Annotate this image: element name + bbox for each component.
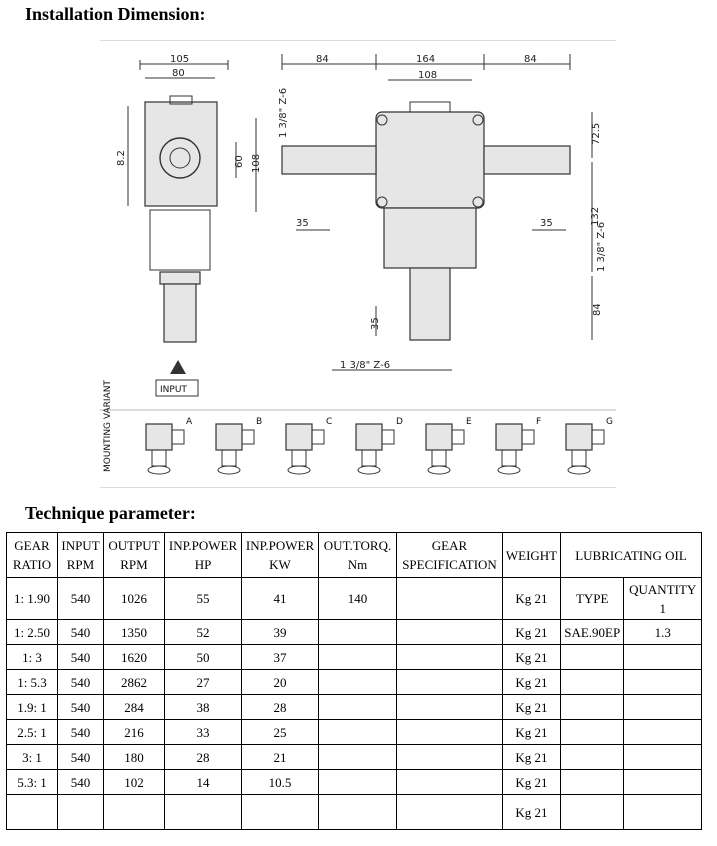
dim-84-bottom: 84 <box>592 303 603 316</box>
dim-84-left: 84 <box>316 54 329 65</box>
cell: 540 <box>58 670 104 695</box>
cell: 38 <box>165 695 242 720</box>
cell: 540 <box>58 620 104 645</box>
header-gear-spec: GEAR SPECIFICATION <box>397 533 503 578</box>
cell <box>624 745 702 770</box>
table-row <box>7 695 702 720</box>
cell: 180 <box>104 745 165 770</box>
dim-108-top: 108 <box>418 70 438 81</box>
cell: 1620 <box>104 645 165 670</box>
mounting-variant-e <box>426 417 472 474</box>
cell <box>624 695 702 720</box>
cell: 37 <box>242 645 319 670</box>
cell: 28 <box>165 745 242 770</box>
cell: 2862 <box>104 670 165 695</box>
cell: Kg 21 <box>503 670 561 695</box>
cell <box>319 770 397 795</box>
cell: 52 <box>165 620 242 645</box>
table-row <box>7 620 702 645</box>
mounting-variant-d <box>356 417 403 474</box>
installation-drawing <box>100 40 616 488</box>
cell: Kg 21 <box>503 695 561 720</box>
cell: 2.5: 1 <box>7 720 58 745</box>
cell <box>242 795 319 830</box>
mounting-variant-f <box>496 417 541 474</box>
dim-35-bottom: 35 <box>370 317 381 330</box>
cell <box>624 670 702 695</box>
cell: 1: 3 <box>7 645 58 670</box>
dim-8-2: 8.2 <box>116 150 127 166</box>
table-row <box>7 645 702 670</box>
cell: Kg 21 <box>503 645 561 670</box>
dim-105: 105 <box>170 54 190 65</box>
cell: 1: 2.50 <box>7 620 58 645</box>
cell: 1: 5.3 <box>7 670 58 695</box>
cell <box>104 795 165 830</box>
cell <box>165 795 242 830</box>
variant-letter: F <box>536 417 542 427</box>
cell <box>397 720 503 745</box>
mounting-variant-c <box>286 417 332 474</box>
cell: 27 <box>165 670 242 695</box>
cell <box>561 695 624 720</box>
variant-letter: D <box>396 417 403 427</box>
cell <box>319 670 397 695</box>
cell: 33 <box>165 720 242 745</box>
cell: 21 <box>242 745 319 770</box>
cell: Kg 21 <box>503 620 561 645</box>
header-lubricating-oil: LUBRICATING OIL <box>561 533 702 578</box>
header-output-rpm: OUTPUT RPM <box>104 533 165 578</box>
table-row <box>7 770 702 795</box>
cell <box>397 770 503 795</box>
cell: 10.5 <box>242 770 319 795</box>
cell: 25 <box>242 720 319 745</box>
cell <box>624 795 702 830</box>
header-gear-ratio: GEAR RATIO <box>7 533 58 578</box>
cell: 41 <box>242 578 319 620</box>
cell <box>624 720 702 745</box>
cell <box>624 770 702 795</box>
input-label: INPUT <box>160 385 187 395</box>
cell: 540 <box>58 745 104 770</box>
cell <box>561 745 624 770</box>
dim-132: 132 <box>590 206 601 226</box>
table-row <box>7 578 702 620</box>
mounting-label: MOUNTING VARIANT <box>103 380 113 472</box>
cell <box>561 645 624 670</box>
header-power-hp: INP.POWER HP <box>165 533 242 578</box>
cell <box>319 645 397 670</box>
cell: 1.9: 1 <box>7 695 58 720</box>
cell: 1350 <box>104 620 165 645</box>
mounting-variant-b <box>216 417 262 474</box>
header-out-torque: OUT.TORQ. Nm <box>319 533 397 578</box>
cell <box>7 795 58 830</box>
oil-quantity-value: 1.3 <box>624 620 702 645</box>
header-power-kw: INP.POWER KW <box>242 533 319 578</box>
cell <box>561 720 624 745</box>
variant-letter: G <box>606 417 613 427</box>
cell: 55 <box>165 578 242 620</box>
cell: 102 <box>104 770 165 795</box>
cell <box>319 720 397 745</box>
cell: 20 <box>242 670 319 695</box>
cell: Kg 21 <box>503 578 561 620</box>
cell: 540 <box>58 578 104 620</box>
table-row <box>7 720 702 745</box>
cell <box>58 795 104 830</box>
dim-shaft-right: 1 3/8" Z-6 <box>596 221 607 272</box>
cell: 39 <box>242 620 319 645</box>
cell: Kg 21 <box>503 770 561 795</box>
cell: 540 <box>58 770 104 795</box>
cell: 1026 <box>104 578 165 620</box>
cell <box>624 645 702 670</box>
variant-letter: E <box>466 417 472 427</box>
cell <box>561 770 624 795</box>
table-row <box>7 745 702 770</box>
variant-letter: C <box>326 417 333 427</box>
cell: 1: 1.90 <box>7 578 58 620</box>
cell: 284 <box>104 695 165 720</box>
mounting-variant-g <box>566 417 613 474</box>
side-view <box>116 54 289 396</box>
cell <box>319 795 397 830</box>
cell <box>397 645 503 670</box>
cell <box>319 620 397 645</box>
cell: 14 <box>165 770 242 795</box>
cell <box>319 745 397 770</box>
dim-60: 60 <box>234 155 245 168</box>
dim-80: 80 <box>172 68 185 79</box>
cell: Kg 21 <box>503 795 561 830</box>
technique-table <box>6 532 702 830</box>
cell <box>319 695 397 720</box>
dim-72-5: 72.5 <box>591 122 602 145</box>
cell: 140 <box>319 578 397 620</box>
table-row <box>7 795 702 830</box>
cell: 28 <box>242 695 319 720</box>
cell <box>397 670 503 695</box>
variant-letter: B <box>256 417 263 427</box>
dim-35-left: 35 <box>296 218 309 229</box>
technique-heading: Technique parameter: <box>25 503 196 523</box>
header-weight: WEIGHT <box>503 533 561 578</box>
cell: 3: 1 <box>7 745 58 770</box>
cell: 50 <box>165 645 242 670</box>
dim-35-right: 35 <box>540 218 553 229</box>
dim-164: 164 <box>416 54 436 65</box>
cell: 5.3: 1 <box>7 770 58 795</box>
installation-heading: Installation Dimension: <box>25 4 206 24</box>
oil-type-value: SAE.90EP <box>561 620 624 645</box>
cell <box>397 578 503 620</box>
cell: 540 <box>58 695 104 720</box>
cell: Kg 21 <box>503 745 561 770</box>
variant-letter: A <box>186 417 193 427</box>
cell: 540 <box>58 720 104 745</box>
cell <box>561 795 624 830</box>
cell <box>397 795 503 830</box>
mounting-variant-a <box>146 417 193 474</box>
cell: 216 <box>104 720 165 745</box>
oil-quantity-label: QUANTITY 1 <box>624 578 702 620</box>
dim-84-right: 84 <box>524 54 537 65</box>
oil-type-label: TYPE <box>561 578 624 620</box>
cell <box>397 695 503 720</box>
cell: 540 <box>58 645 104 670</box>
cell <box>397 620 503 645</box>
dim-shaft-top: 1 3/8" Z-6 <box>278 87 289 138</box>
cell: Kg 21 <box>503 720 561 745</box>
header-input-rpm: INPUT RPM <box>58 533 104 578</box>
dim-shaft-bottom: 1 3/8" Z-6 <box>340 360 391 371</box>
cell <box>397 745 503 770</box>
dim-108-side: 108 <box>251 153 262 173</box>
cell <box>561 670 624 695</box>
table-row <box>7 670 702 695</box>
front-view <box>282 54 607 371</box>
